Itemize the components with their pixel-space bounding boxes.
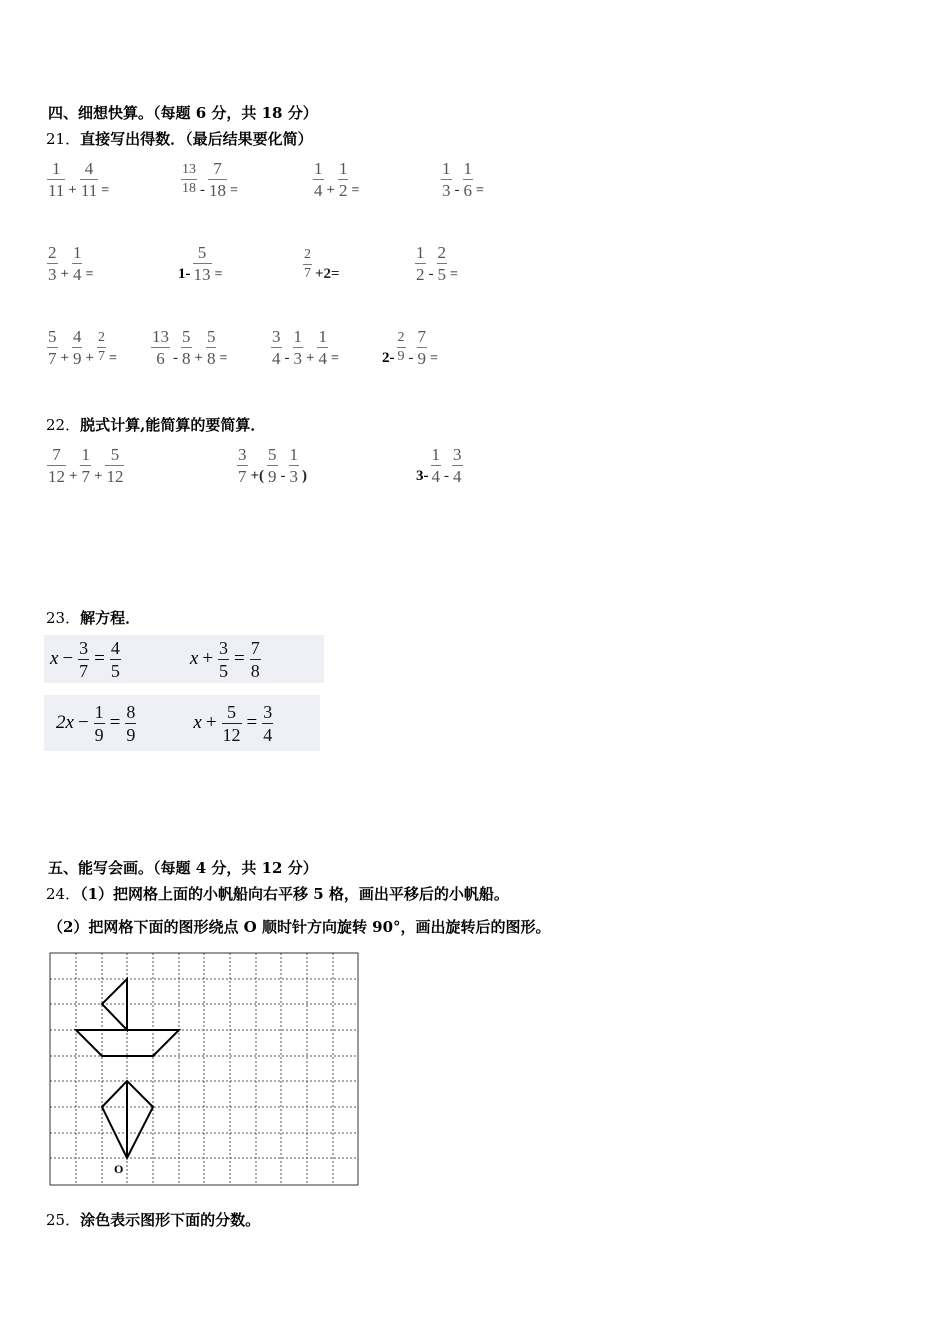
- fraction: $\frac{5}{13}$: [193, 243, 211, 284]
- fraction: $\frac{7}{12}$: [48, 445, 65, 486]
- fraction: $\frac{13}{18}$: [182, 162, 196, 196]
- fraction: $\frac{1}{6}$: [463, 159, 472, 200]
- expression-j: $\frac{13}{6}$ - $\frac{5}{8}$ + $\frac{5}{8}$ =: [152, 327, 228, 368]
- equation-row-1: x − $\frac{3}{7}$ = $\frac{4}{5}$ x + $\frac{3}{5}$ = $\frac{7}{8}$: [44, 635, 324, 683]
- lead-number: 3-: [416, 468, 429, 484]
- fraction: $\frac{5}{7}$: [48, 327, 57, 368]
- fraction: $\frac{5}{8}$: [206, 327, 216, 368]
- equation-4: x +: [193, 712, 217, 733]
- fraction: $\frac{5}{8}$: [182, 327, 191, 368]
- fraction: $\frac{3}{4}$: [272, 327, 281, 368]
- expression-g: [302, 246, 342, 283]
- fraction: $\frac{3}{7}$: [79, 637, 89, 681]
- fraction: $\frac{13}{6}$: [152, 327, 169, 368]
- fraction: $\frac{2}{5}$: [437, 243, 446, 284]
- equation-row-2: 2x − $\frac{1}{9}$ = $\frac{8}{9}$ x + $\frac{5}{12}$ = $\frac{3}{4}$: [44, 695, 320, 751]
- fraction: $\frac{4}{5}$: [110, 637, 120, 681]
- fraction: $\frac{3}{7}$: [238, 445, 247, 486]
- expression-h: $\frac{1}{2}$ - $\frac{2}{5}$ =: [416, 243, 458, 284]
- expression-o: 3- $\frac{1}{4}$ - $\frac{3}{4}$: [416, 445, 462, 486]
- fraction: $\frac{7}{18}$: [209, 159, 226, 200]
- drawing-grid: [48, 951, 361, 1187]
- fraction: $\frac{1}{4}$: [314, 159, 323, 200]
- equation-3: 2x −: [56, 712, 89, 733]
- plus-two: +2=: [315, 266, 340, 282]
- section4-heading: 四、细想快算。（每题 6 分，共 18 分）: [48, 104, 318, 122]
- question-23: 23．解方程．: [46, 609, 141, 627]
- fraction: $\frac{1}{4}$: [318, 327, 327, 368]
- expression-e: $\frac{2}{3}$ + $\frac{1}{4}$ =: [48, 243, 94, 284]
- fraction: $\frac{8}{9}$: [126, 701, 136, 745]
- question-25: 25．涂色表示图形下面的分数。: [46, 1211, 261, 1229]
- lead-number: 2-: [382, 350, 395, 366]
- question-21: [46, 128, 313, 149]
- section5-heading: 五、能写会画。（每题 4 分，共 12 分）: [48, 859, 318, 877]
- fraction: $\frac{1}{2}$: [338, 159, 348, 200]
- expression-c: $\frac{1}{4}$ + $\frac{1}{2}$ =: [314, 159, 360, 200]
- fraction: $\frac{1}{4}$: [72, 243, 82, 284]
- fraction: $\frac{3}{5}$: [219, 637, 229, 681]
- fraction: $\frac{4}{9}$: [72, 327, 82, 368]
- fraction: $\frac{1}{9}$: [94, 701, 104, 745]
- question-number: 21．: [46, 130, 81, 148]
- fraction: $\frac{1}{3}$: [289, 445, 299, 486]
- fraction: $\frac{3}{4}$: [453, 445, 462, 486]
- fraction: $\frac{5}{12}$: [106, 445, 124, 486]
- point-o-label: O: [114, 1162, 124, 1176]
- sailboat-shape: [76, 979, 179, 1056]
- fraction: $\frac{4}{11}$: [80, 159, 98, 200]
- fraction: $\frac{1}{4}$: [431, 445, 440, 486]
- expression-d: $\frac{1}{3}$ - $\frac{1}{6}$ =: [442, 159, 484, 200]
- fraction: $\frac{1}{3}$: [293, 327, 302, 368]
- fraction: $\frac{2}{7}$: [304, 247, 311, 281]
- fraction: $\frac{1}{11}$: [48, 159, 65, 200]
- question-24-part-2: （2）把网格下面的图形绕点 O 顺时针方向旋转 90°，画出旋转后的图形。: [48, 918, 551, 936]
- fraction: $\frac{7}{8}$: [250, 637, 260, 681]
- expression-f: 1- $\frac{5}{13}$ =: [178, 243, 223, 284]
- question-24: 24．（1）把网格上面的小帆船向右平移 5 格，画出平移后的小帆船。: [46, 885, 509, 903]
- fraction: $\frac{1}{7}$: [81, 445, 90, 486]
- equation-2: x +: [189, 648, 214, 669]
- expression-m: $\frac{7}{12}$ + $\frac{1}{7}$ + $\frac{5}{12}$: [48, 445, 124, 486]
- expression-b: $\frac{13}{18}$ - $\frac{7}{18}$ =: [182, 159, 238, 200]
- question-text: 直接写出得数．（最后结果要化简）: [80, 130, 313, 148]
- fraction: $\frac{3}{4}$: [263, 701, 273, 745]
- question-22: 22．脱式计算,能简算的要简算．: [46, 416, 266, 434]
- fraction: $\frac{2}{3}$: [48, 243, 57, 284]
- fraction: $\frac{1}{3}$: [442, 159, 451, 200]
- expression-i: $\frac{5}{7}$ + $\frac{4}{9}$ + $\frac{2}{7}$ =: [48, 327, 117, 368]
- expression-n: $\frac{3}{7}$ +( $\frac{5}{9}$ - $\frac{1}{3}$ ): [238, 445, 308, 486]
- expression-a: $\frac{1}{11}$ + $\frac{4}{11}$ =: [48, 159, 110, 200]
- lead-number: 1-: [178, 266, 191, 282]
- fraction: $\frac{2}{9}$: [397, 330, 405, 364]
- fraction: $\frac{5}{9}$: [268, 445, 277, 486]
- expression-k: $\frac{3}{4}$ - $\frac{1}{3}$ + $\frac{1}{4}$ =: [272, 327, 339, 368]
- expression-l: 2- $\frac{2}{9}$ - $\frac{7}{9}$ =: [382, 327, 438, 368]
- equation-1: x −: [50, 648, 74, 669]
- fraction: $\frac{2}{7}$: [97, 330, 105, 364]
- fraction: $\frac{5}{12}$: [222, 701, 241, 745]
- fraction: $\frac{7}{9}$: [417, 327, 426, 368]
- fraction: $\frac{1}{2}$: [416, 243, 425, 284]
- kite-shape: [102, 1081, 153, 1158]
